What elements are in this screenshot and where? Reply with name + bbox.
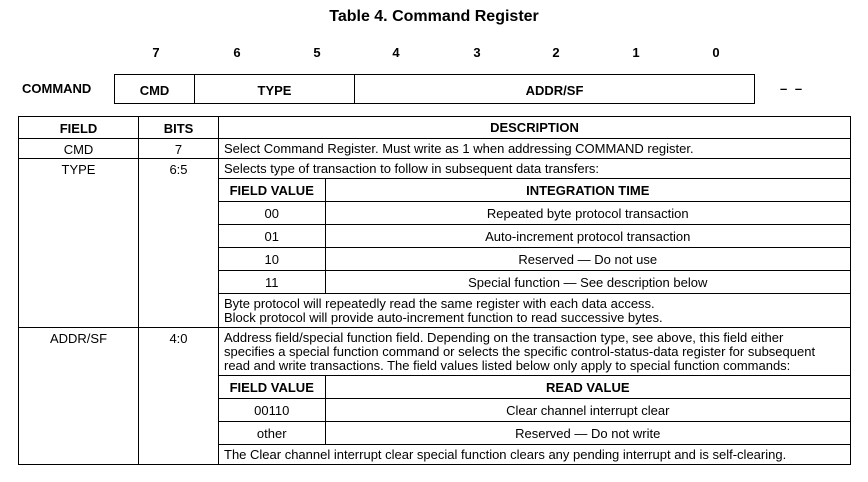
- addr-value: 00110: [219, 399, 325, 422]
- bit-number-5: 5: [313, 45, 321, 60]
- type-meaning: Auto-increment protocol transaction: [325, 225, 850, 248]
- type-value: 01: [219, 225, 325, 248]
- type-values-table: [219, 178, 850, 294]
- addr-meaning: Reserved — Do not write: [325, 422, 850, 445]
- addr-values-header: [219, 376, 850, 399]
- register-field-addr: ADDR/SF: [525, 83, 584, 98]
- addr-value: other: [219, 422, 325, 445]
- type-header-value: FIELD VALUE: [219, 179, 325, 202]
- table-header-row: [19, 117, 851, 139]
- bit-number-3: 3: [473, 45, 481, 60]
- page-title: Table 4. Command Register: [329, 8, 539, 25]
- addr-values-table: [219, 375, 850, 445]
- addr-description: [219, 328, 850, 375]
- type-meaning: Reserved — Do not use: [325, 248, 850, 271]
- type-value: 00: [219, 202, 325, 225]
- type-header-meaning: INTEGRATION TIME: [325, 179, 850, 202]
- addr-field: ADDR/SF: [19, 328, 139, 465]
- addr-meaning: Clear channel interrupt clear: [325, 399, 850, 422]
- header-bits: BITS: [139, 117, 219, 139]
- type-bits: 6:5: [139, 159, 219, 328]
- register-field-type: TYPE: [195, 75, 355, 103]
- addr-description-line: specifies a special function command or selects the specific control-status-data register for subsequent: [224, 344, 816, 359]
- register-field-cmd: CMD: [115, 75, 195, 103]
- type-note-line: Byte protocol will repeatedly read the same register with each data access.: [224, 296, 655, 311]
- addr-description-line: read and write transactions. The field values listed below only apply to special function commands:: [224, 358, 791, 373]
- register-diagram: [114, 74, 755, 104]
- bit-number-2: 2: [552, 45, 560, 60]
- table-row: [219, 225, 850, 248]
- table-row-cmd: [19, 139, 851, 159]
- addr-note: The Clear channel interrupt clear special function clears any pending interrupt and is self-clearing.: [224, 447, 787, 462]
- table-row-type: [19, 159, 851, 328]
- type-value: 11: [219, 271, 325, 294]
- table-row: [219, 271, 850, 294]
- bit-number-7: 7: [152, 45, 160, 60]
- bit-number-0: 0: [712, 45, 720, 60]
- table-row: [219, 422, 850, 445]
- register-trailer: – –: [780, 81, 805, 96]
- addr-header-value: FIELD VALUE: [219, 376, 325, 399]
- bit-number-4: 4: [392, 45, 400, 60]
- bit-number-1: 1: [632, 45, 640, 60]
- cmd-bits: 7: [139, 139, 219, 159]
- header-field: FIELD: [19, 117, 139, 139]
- type-meaning: Special function — See description below: [325, 271, 850, 294]
- table-row: [219, 399, 850, 422]
- type-note: [219, 294, 850, 327]
- register-label: COMMAND: [22, 81, 92, 96]
- type-field: TYPE: [19, 159, 139, 328]
- cmd-description: Select Command Register. Must write as 1 when addressing COMMAND register.: [224, 141, 694, 156]
- command-register-table: [18, 116, 851, 465]
- type-value: 10: [219, 248, 325, 271]
- type-description: Selects type of transaction to follow in subsequent data transfers:: [224, 161, 600, 176]
- type-values-header: [219, 179, 850, 202]
- bit-number-6: 6: [233, 45, 241, 60]
- table-row: [219, 248, 850, 271]
- addr-bits: 4:0: [139, 328, 219, 465]
- table-row-addr: [19, 328, 851, 465]
- cmd-field: CMD: [19, 139, 139, 159]
- addr-description-line: Address field/special function field. Depending on the transaction type, see above, this field either: [224, 330, 784, 345]
- table-row: [219, 202, 850, 225]
- type-meaning: Repeated byte protocol transaction: [325, 202, 850, 225]
- addr-header-meaning: READ VALUE: [325, 376, 850, 399]
- header-description: DESCRIPTION: [219, 117, 851, 139]
- type-note-line: Block protocol will provide auto-increment function to read successive bytes.: [224, 310, 663, 325]
